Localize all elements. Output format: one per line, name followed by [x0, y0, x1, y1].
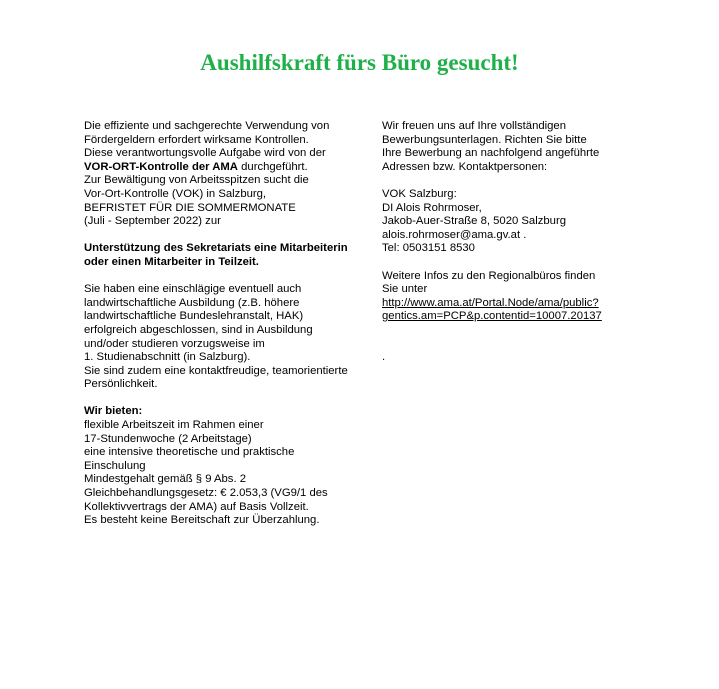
requirements-line: Sie sind zudem eine kontaktfreudige, teamorientierte — [84, 364, 348, 377]
requirements-line: 1. Studienabschnitt (in Salzburg). — [84, 351, 251, 364]
intro-line: Zur Bewältigung von Arbeitsspitzen sucht die — [84, 174, 309, 187]
vok-line — [84, 161, 374, 175]
info-line: Weitere Infos zu den Regionalbüros finden — [382, 269, 596, 282]
regional-offices-link[interactable]: gentics.am=PCP&p.contentid=10007.20137 — [382, 310, 602, 323]
spacer — [382, 338, 682, 352]
requirements-line: landwirtschaftliche Ausbildung (z.B. höhere — [84, 296, 300, 309]
offer-line: eine intensive theoretische und praktische — [84, 446, 295, 459]
intro-line: BEFRISTET FÜR DIE SOMMERMONATE — [84, 201, 296, 214]
offer-line: flexible Arbeitszeit im Rahmen einer — [84, 419, 264, 432]
contact-office: VOK Salzburg: — [382, 187, 457, 200]
spacer — [84, 270, 374, 284]
intro-line: (Juli - September 2022) zur — [84, 215, 221, 228]
spacer — [382, 324, 682, 338]
spacer — [84, 392, 374, 406]
position-line: Unterstützung des Sekretariats eine Mitarbeiterin — [84, 242, 348, 255]
offer-line: Gleichbehandlungsgesetz: € 2.053,3 (VG9/1 des — [84, 487, 328, 500]
spacer — [382, 256, 682, 270]
info-line: Sie unter — [382, 283, 428, 296]
contact-address: Jakob-Auer-Straße 8, 5020 Salzburg — [382, 215, 566, 228]
offer-line: Mindestgehalt gemäß § 9 Abs. 2 — [84, 473, 247, 486]
offer-line: 17-Stundenwoche (2 Arbeitstage) — [84, 432, 252, 445]
spacer — [84, 229, 374, 243]
requirements-line: erfolgreich abgeschlossen, sind in Ausbildung — [84, 323, 313, 336]
right-column — [382, 120, 682, 365]
application-line: Bewerbungsunterlagen. Richten Sie bitte — [382, 133, 587, 146]
requirements-line: Sie haben eine einschlägige eventuell auch — [84, 283, 302, 296]
offer-line: Einschulung — [84, 459, 146, 472]
vok-bold-text: VOR-ORT-Kontrolle der AMA — [84, 160, 238, 173]
vok-rest-text: durchgeführt. — [237, 160, 308, 173]
application-line: Ihre Bewerbung an nachfolgend angeführte — [382, 147, 600, 160]
intro-line: Die effiziente und sachgerechte Verwendung von — [84, 120, 330, 132]
requirements-line: landwirtschaftliche Bundeslehranstalt, HAK) — [84, 310, 304, 323]
intro-line: Diese verantwortungsvolle Aufgabe wird von der — [84, 147, 326, 160]
contact-email: alois.rohrmoser@ama.gv.at . — [382, 228, 527, 241]
page-title: Aushilfskraft fürs Büro gesucht! — [200, 50, 519, 75]
offer-line: Es besteht keine Bereitschaft zur Überzahlung. — [84, 514, 320, 527]
contact-name: DI Alois Rohrmoser, — [382, 201, 482, 214]
application-line: Wir freuen uns auf Ihre vollständigen — [382, 120, 566, 132]
spacer — [382, 174, 682, 188]
regional-offices-link[interactable]: http://www.ama.at/Portal.Node/ama/public? — [382, 296, 599, 309]
offer-heading: Wir bieten: — [84, 405, 143, 418]
requirements-line: Persönlichkeit. — [84, 378, 158, 391]
application-line: Adressen bzw. Kontaktpersonen: — [382, 160, 548, 173]
intro-line: Vor-Ort-Kontrolle (VOK) in Salzburg, — [84, 187, 267, 200]
left-column — [84, 120, 374, 528]
requirements-line: und/oder studieren vorzugsweise im — [84, 337, 265, 350]
position-line: oder einen Mitarbeiter in Teilzeit. — [84, 255, 259, 268]
trailing-dot: . — [382, 351, 386, 364]
offer-line: Kollektivvertrags der AMA) auf Basis Vollzeit. — [84, 500, 309, 513]
contact-phone: Tel: 0503151 8530 — [382, 242, 475, 255]
intro-line: Fördergeldern erfordert wirksame Kontrollen. — [84, 133, 309, 146]
